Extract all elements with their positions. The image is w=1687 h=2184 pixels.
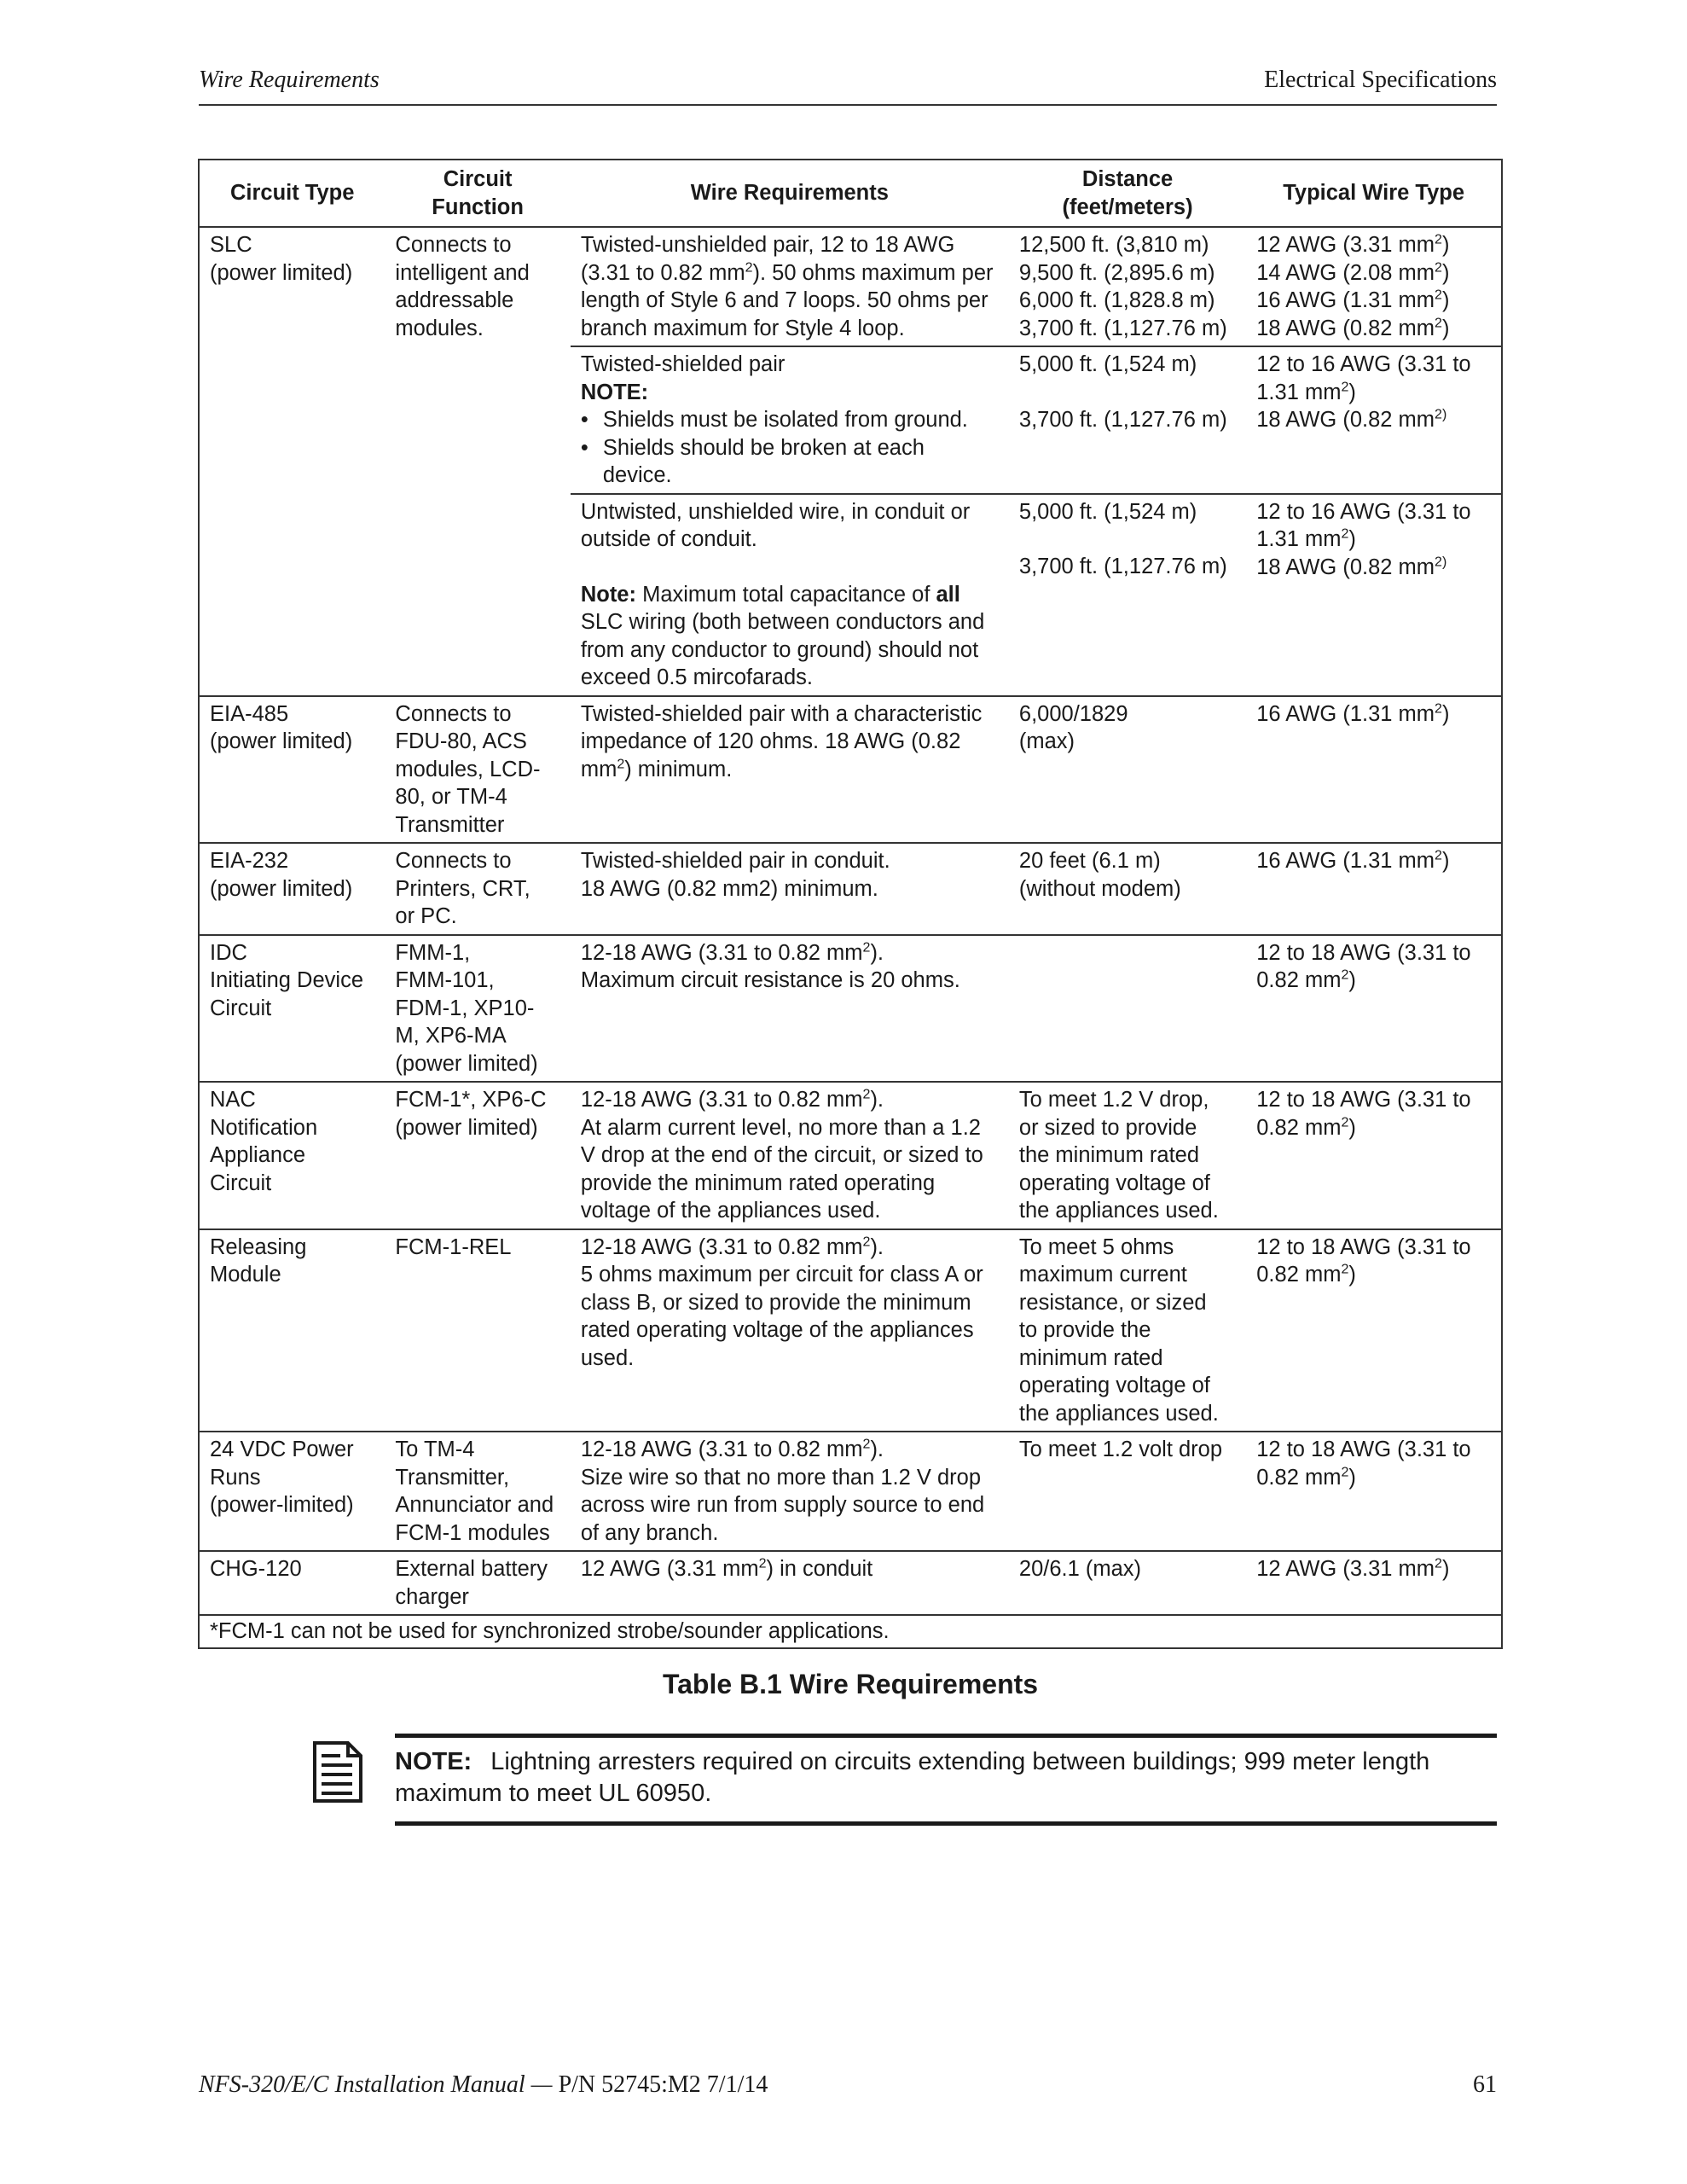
table-header-row — [199, 160, 1502, 227]
cell-wire-type: 16 AWG (1.31 $mm^2$) — [1246, 696, 1502, 844]
cell-wire-requirements: Twisted-shielded pair NOTE: • Shields must be isolated from ground. • Shields should be broken at each device. — [571, 346, 1009, 494]
document-note-icon — [312, 1740, 363, 1804]
cell-wire-type: 16 AWG (1.31 $mm^2$) — [1246, 843, 1502, 935]
cell-wire-type: 12 AWG (3.31 $mm^2$) 14 AWG (2.08 $mm^2$) 16 AWG (1.31 $mm^2$) 18 AWG (0.82 $mm^2$) — [1246, 227, 1502, 346]
wire-requirements-table — [198, 159, 1503, 1649]
cell-distance: 20 feet (6.1 m) (without modem) — [1009, 843, 1246, 935]
col-header-wire-requirements: Wire Requirements — [571, 160, 1009, 227]
cell-distance: 5,000 ft. (1,524 m) 3,700 ft. (1,127.76 m) — [1009, 346, 1246, 494]
table-footnote-row — [199, 1615, 1502, 1648]
cell-circuit-type: Releasing Module — [199, 1229, 385, 1432]
cell-circuit-type: CHG-120 — [199, 1551, 385, 1615]
cell-distance — [1009, 935, 1246, 1083]
table-caption: Table B.1 Wire Requirements — [662, 1669, 1039, 1699]
cell-circuit-function: To TM-4 Transmitter, Annunciator and FCM-1 modules — [385, 1432, 570, 1551]
cell-circuit-function: FCM-1*, XP6-C (power limited) — [385, 1082, 570, 1229]
cell-wire-requirements: 12-18 AWG (3.31 to 0.82 $mm^2$). At alarm current level, no more than a 1.2 V drop at the end of the circuit, or sized to provide the minimum rated operating voltage of the appliances used. — [571, 1082, 1009, 1229]
cell-wire-type: 12 AWG (3.31 $mm^2$) — [1246, 1551, 1502, 1615]
cell-circuit-type: SLC (power limited) — [199, 227, 385, 696]
cell-distance: 12,500 ft. (3,810 m) 9,500 ft. (2,895.6 m) 6,000 ft. (1,828.8 m) 3,700 ft. (1,127.76 m) — [1009, 227, 1246, 346]
cell-wire-requirements: 12-18 AWG (3.31 to 0.82 $mm^2$). Size wire so that no more than 1.2 V drop across wire run from supply source to end of any branch. — [571, 1432, 1009, 1551]
table-footnote: *FCM-1 can not be used for synchronized strobe/sounder applications. — [199, 1615, 1502, 1648]
col-header-typical-wire-type: Typical Wire Type — [1246, 160, 1502, 227]
col-header-circuit-function: Circuit Function — [385, 160, 570, 227]
cell-wire-requirements: Twisted-unshielded pair, 12 to 18 AWG (3.31 to 0.82 $mm^2$). 50 ohms maximum per length of Style 6 and 7 loops. 50 ohms per branch maximum for Style 4 loop. — [571, 227, 1009, 346]
cell-wire-type: 12 to 18 AWG (3.31 to 0.82 $mm^2$) — [1246, 935, 1502, 1083]
table-row-eia232 — [199, 843, 1502, 935]
table-row-24vdc — [199, 1432, 1502, 1551]
table-row-nac — [199, 1082, 1502, 1229]
col-header-circuit-type: Circuit Type — [199, 160, 385, 227]
cell-circuit-function: External battery charger — [385, 1551, 570, 1615]
cell-circuit-type: EIA-485 (power limited) — [199, 696, 385, 844]
note-text: Lightning arresters required on circuits extending between buildings; 999 meter length maximum to meet UL 60950. — [395, 1748, 1430, 1807]
table-row-releasing-module — [199, 1229, 1502, 1432]
header-section-title: Wire Requirements — [199, 67, 380, 93]
cell-wire-requirements: Twisted-shielded pair in conduit. 18 AWG (0.82 mm2) minimum. — [571, 843, 1009, 935]
cell-wire-requirements: Twisted-shielded pair with a characteristic impedance of 120 ohms. 18 AWG (0.82 $mm^2$) minimum. — [571, 696, 1009, 844]
note-label: NOTE: — [395, 1748, 472, 1775]
cell-wire-type: 12 to 16 AWG (3.31 to 1.31 $mm^2$) 18 AWG (0.82 $mm^{2)}$ — [1246, 494, 1502, 696]
cell-wire-requirements: 12-18 AWG (3.31 to 0.82 $mm^2$). 5 ohms maximum per circuit for class A or class B, or sized to provide the minimum rated operating voltage of the appliances used. — [571, 1229, 1009, 1432]
cell-circuit-function: FCM-1-REL — [385, 1229, 570, 1432]
cell-distance: 5,000 ft. (1,524 m) 3,700 ft. (1,127.76 m) — [1009, 494, 1246, 696]
table-row-eia485 — [199, 696, 1502, 844]
page-number: 61 — [1473, 2071, 1497, 2098]
col-header-distance: Distance (feet/meters) — [1009, 160, 1246, 227]
cell-wire-type: 12 to 16 AWG (3.31 to 1.31 $mm^2$) 18 AWG (0.82 $mm^{2)}$ — [1246, 346, 1502, 494]
header-chapter-title: Electrical Specifications — [1264, 67, 1497, 93]
cell-distance: 6,000/1829 (max) — [1009, 696, 1246, 844]
cell-wire-requirements: Untwisted, unshielded wire, in conduit or outside of conduit. Note: Maximum total capacitance of all SLC wiring (both between conductors and from any conductor to ground) should not exceed 0.5 mircofarads. — [571, 494, 1009, 696]
cell-wire-requirements: 12-18 AWG (3.31 to 0.82 $mm^2$). Maximum circuit resistance is 20 ohms. — [571, 935, 1009, 1083]
cell-distance: To meet 1.2 V drop, or sized to provide the minimum rated operating voltage of the appliances used. — [1009, 1082, 1246, 1229]
cell-circuit-function: Connects to FDU-80, ACS modules, LCD- 80, or TM-4 Transmitter — [385, 696, 570, 844]
table-row-chg120 — [199, 1551, 1502, 1615]
cell-circuit-function: FMM-1, FMM-101, FDM-1, XP10- M, XP6-MA (power limited) — [385, 935, 570, 1083]
cell-circuit-type: NAC Notification Appliance Circuit — [199, 1082, 385, 1229]
page-header — [199, 67, 1497, 106]
cell-wire-type: 12 to 18 AWG (3.31 to 0.82 $mm^2$) — [1246, 1082, 1502, 1229]
cell-circuit-function: Connects to intelligent and addressable modules. — [385, 227, 570, 696]
cell-distance: To meet 1.2 volt drop — [1009, 1432, 1246, 1551]
cell-wire-type: 12 to 18 AWG (3.31 to 0.82 $mm^2$) — [1246, 1229, 1502, 1432]
cell-distance: To meet 5 ohms maximum current resistance, or sized to provide the minimum rated operating voltage of the appliances used. — [1009, 1229, 1246, 1432]
table-row-idc — [199, 935, 1502, 1083]
cell-circuit-type: IDC Initiating Device Circuit — [199, 935, 385, 1083]
footer-manual-title: NFS-320/E/C Installation Manual — P/N 52745:M2 7/1/14 — [199, 2071, 768, 2098]
cell-distance: 20/6.1 (max) — [1009, 1551, 1246, 1615]
table-row-slc — [199, 227, 1502, 346]
cell-circuit-type: EIA-232 (power limited) — [199, 843, 385, 935]
cell-wire-requirements: 12 AWG (3.31 $mm^2$) in conduit — [571, 1551, 1009, 1615]
lightning-arrester-note — [395, 1734, 1497, 1826]
cell-wire-type: 12 to 18 AWG (3.31 to 0.82 $mm^2$) — [1246, 1432, 1502, 1551]
cell-circuit-function: Connects to Printers, CRT, or PC. — [385, 843, 570, 935]
cell-circuit-type: 24 VDC Power Runs (power-limited) — [199, 1432, 385, 1551]
